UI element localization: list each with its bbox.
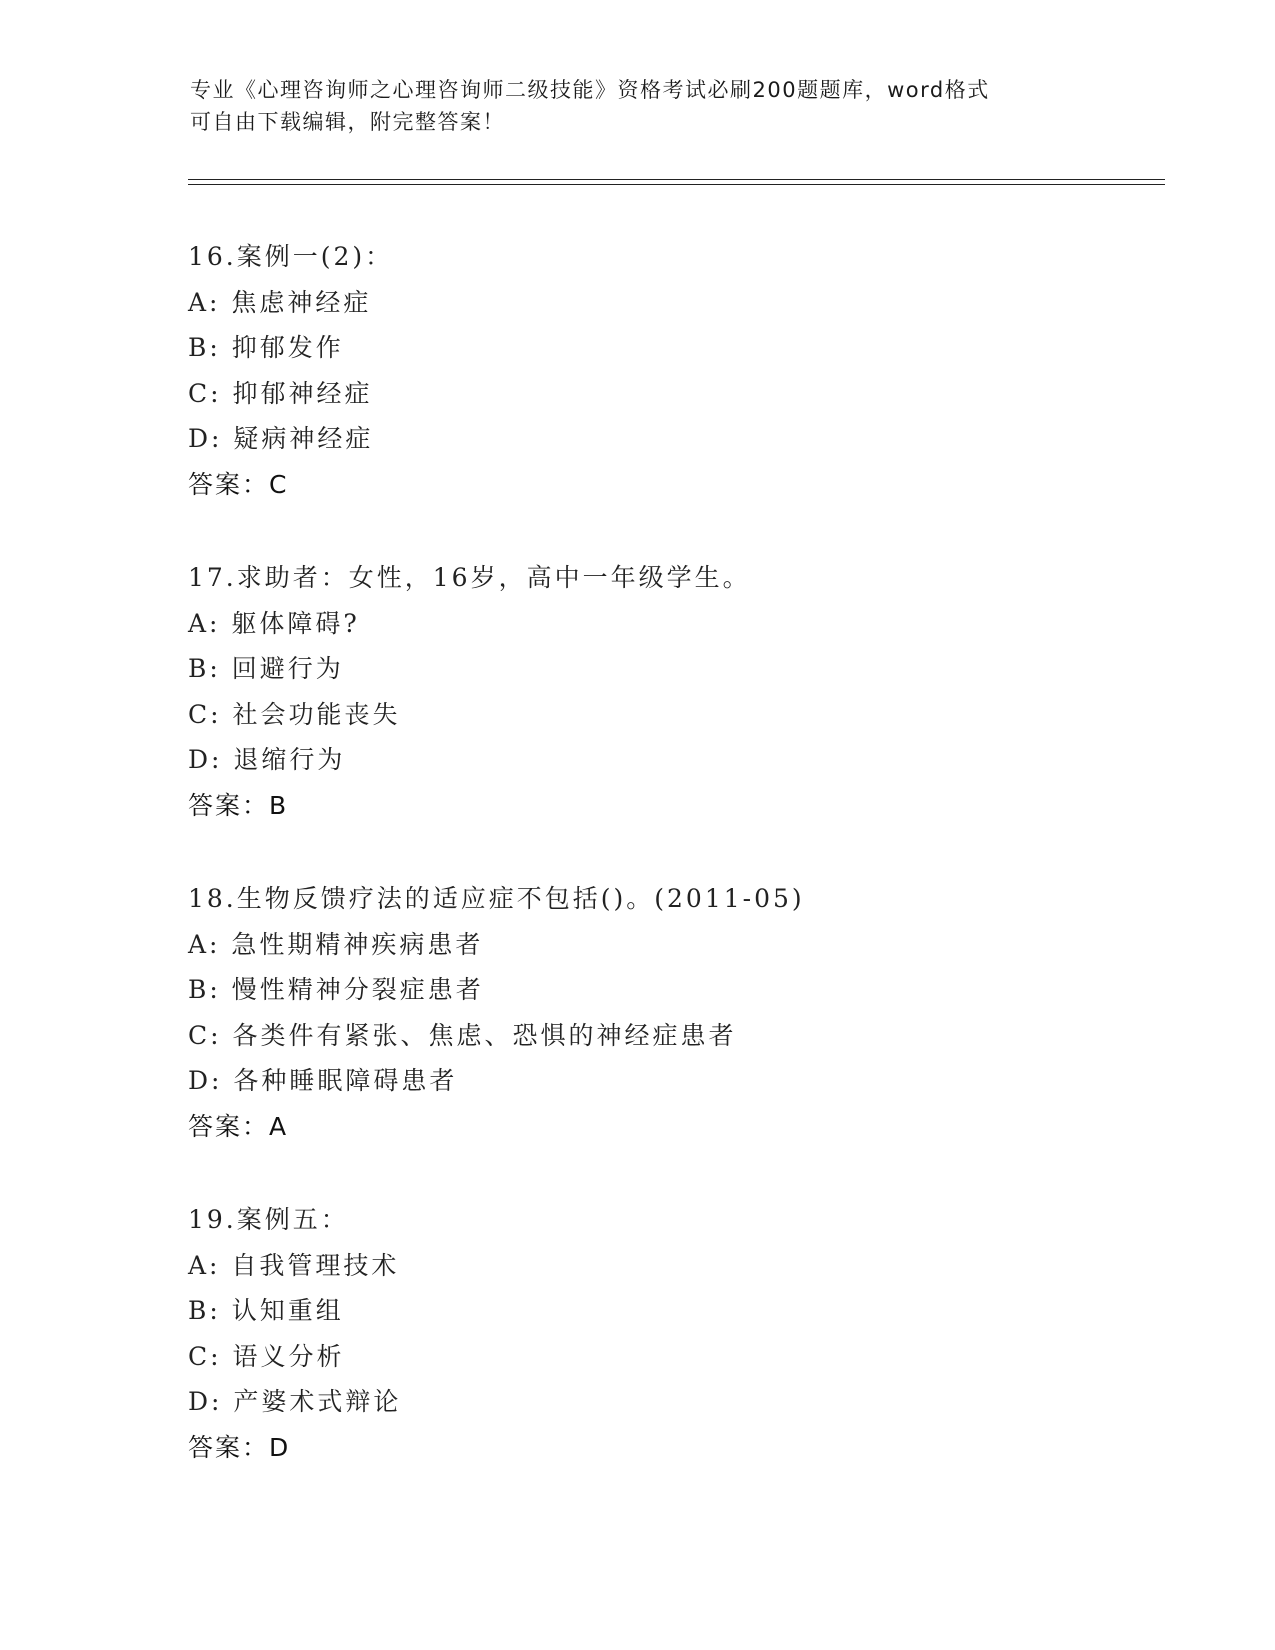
question-stem: 19.案例五： [188,1205,349,1234]
question-list [188,234,1148,1518]
option-c: C: 语义分析 [188,1341,345,1371]
question-stem: 17.求助者：女性，16岁，高中一年级学生。 [188,563,751,592]
question-19 [188,1197,1148,1518]
option-b: B: 抑郁发作 [188,333,344,363]
option-c: C: 各类件有紧张、焦虑、恐惧的神经症患者 [188,1020,737,1050]
question-stem: 18.生物反馈疗法的适应症不包括()。(2011-05) [188,884,805,913]
header-line-2: 可自由下载编辑，附完整答案！ [190,110,505,134]
option-d: D: 各种睡眠障碍患者 [188,1066,458,1096]
option-c: C: 社会功能丧失 [188,699,401,729]
option-a: A: 急性期精神疾病患者 [188,929,484,959]
option-b: B: 回避行为 [188,654,344,684]
option-a: A: 躯体障碍? [188,608,360,638]
option-a: A: 焦虑神经症 [188,287,372,317]
answer-line: 答案：C [188,469,289,499]
option-c: C: 抑郁神经症 [188,378,373,408]
option-d: D: 产婆术式辩论 [188,1387,402,1417]
header-line-1: 专业《心理咨询师之心理咨询师二级技能》资格考试必刷200题题库，word格式 [190,78,990,102]
header-divider-bottom [188,184,1165,185]
option-d: D: 退缩行为 [188,745,346,775]
answer-line: 答案：B [188,790,289,820]
answer-line: 答案：D [188,1432,291,1462]
option-a: A: 自我管理技术 [188,1250,400,1280]
question-17 [188,555,1148,876]
option-b: B: 认知重组 [188,1296,344,1326]
answer-line: 答案：A [188,1111,289,1141]
document-header [190,74,1090,138]
question-stem: 16.案例一(2)： [188,242,394,271]
header-divider-top [188,179,1165,180]
option-d: D: 疑病神经症 [188,424,374,454]
option-b: B: 慢性精神分裂症患者 [188,975,484,1005]
question-16 [188,234,1148,555]
question-18 [188,876,1148,1197]
